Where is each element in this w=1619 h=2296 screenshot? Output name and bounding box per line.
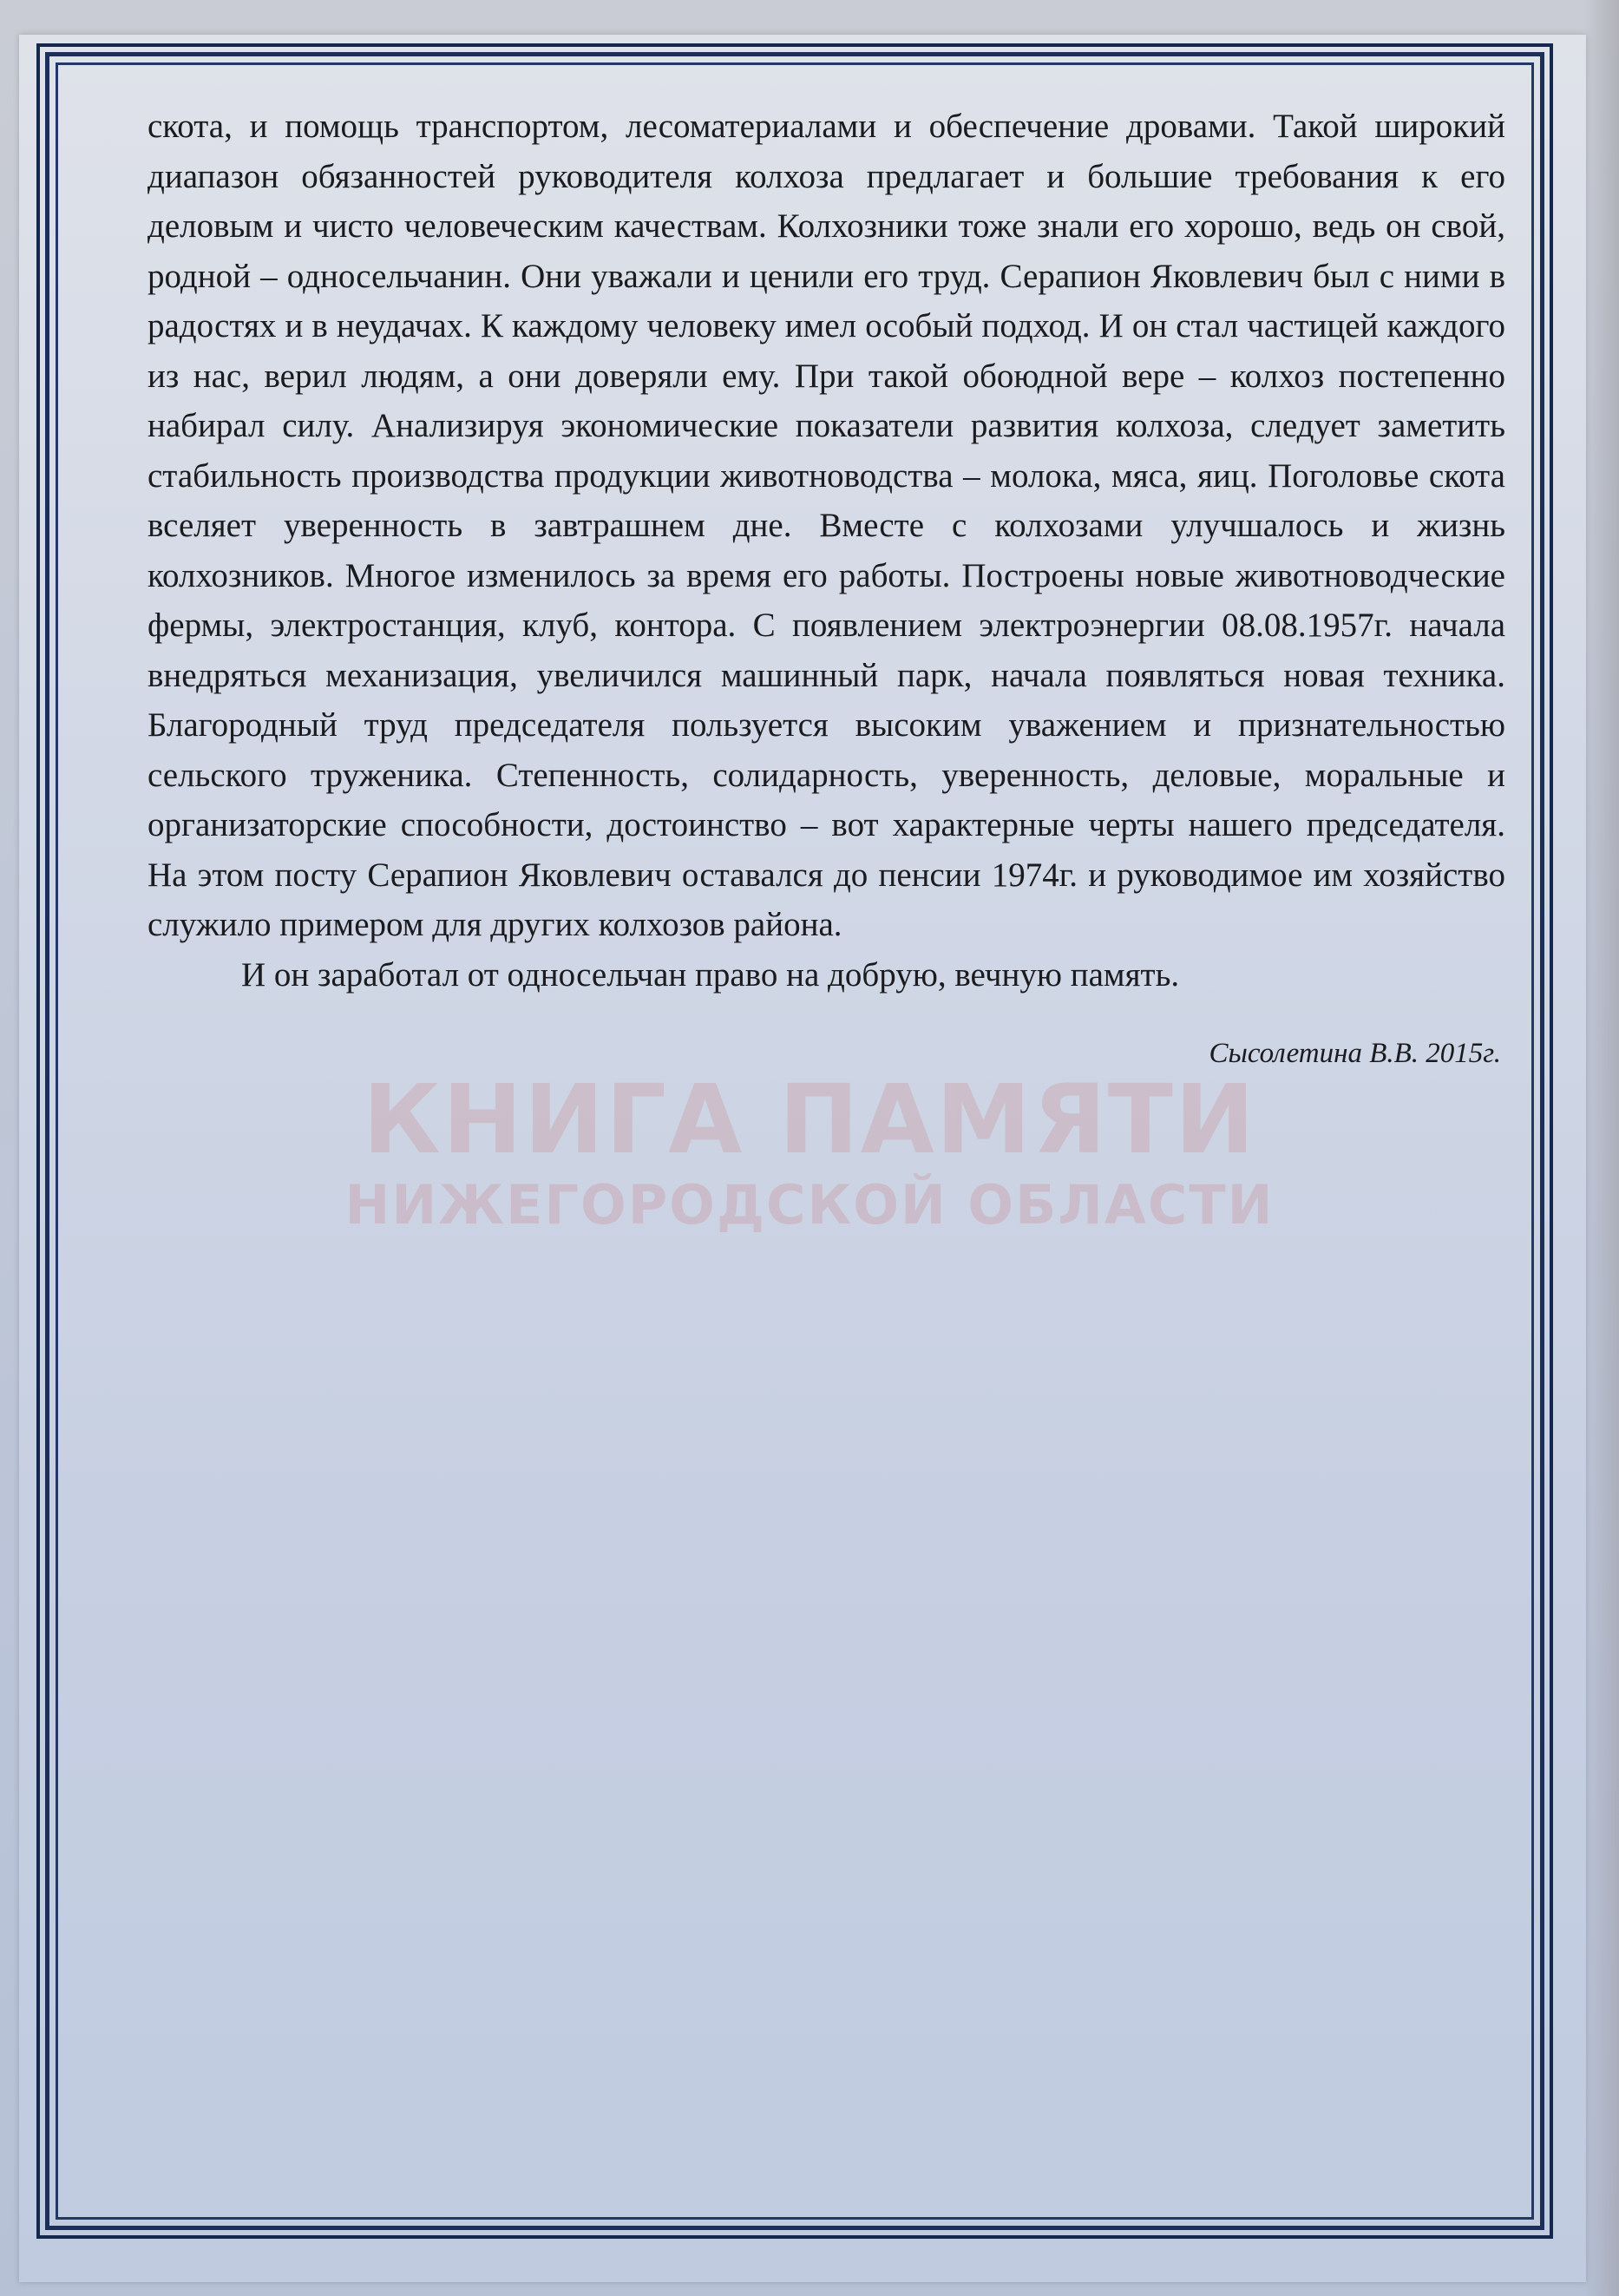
- author-signature: Сысолетина В.В. 2015г.: [1209, 1038, 1501, 1069]
- watermark-subtitle: НИЖЕГОРОДСКОЙ ОБЛАСТИ: [344, 1173, 1275, 1237]
- watermark-title: КНИГА ПАМЯТИ: [362, 1064, 1256, 1175]
- document-body: [147, 102, 1505, 1079]
- closing-paragraph: И он заработал от односельчан право на добрую, вечную память.: [241, 955, 1180, 994]
- body-paragraph: скота, и помощь транспортом, лесоматериалами и обеспечение дровами. Такой широкий диапазон обязанностей руководителя колхоза предлагает и большие требования к его деловым и чисто человеческим качествам. Колхозники тоже знали его хорошо, ведь он свой, родной – односельчанин. Они уважали и ценили его труд. Серапион Яковлевич был с ними в радостях и в неудачах. К каждому человеку имел особый подход. И он стал частицей каждого из нас, верил людям, а они доверяли ему. При такой обоюдной вере – колхоз постепенно набирал силу. Анализируя экономические показатели развития колхоза, следует заметить стабильность производства продукции животноводства – молока, мяса, яиц. Поголовье скота вселяет уверенность в завтрашнем дне. Вместе с колхозами улучшалось и жизнь колхозников. Многое изменилось за время его работы. Построены новые животноводческие фермы, электростанция, клуб, контора. С появлением электроэнергии 08.08.1957г. начала внедряться механизация, увеличился машинный парк, начала появляться новая техника. Благородный труд председателя пользуется высоким уважением и признательностью сельского труженика. Степенность, солидарность, уверенность, деловые, моральные и организаторские способности, достоинство – вот характерные черты нашего председателя. На этом посту Серапион Яковлевич оставался до пенсии 1974г. и руководимое им хозяйство служило примером для других колхозов района.: [147, 108, 1505, 943]
